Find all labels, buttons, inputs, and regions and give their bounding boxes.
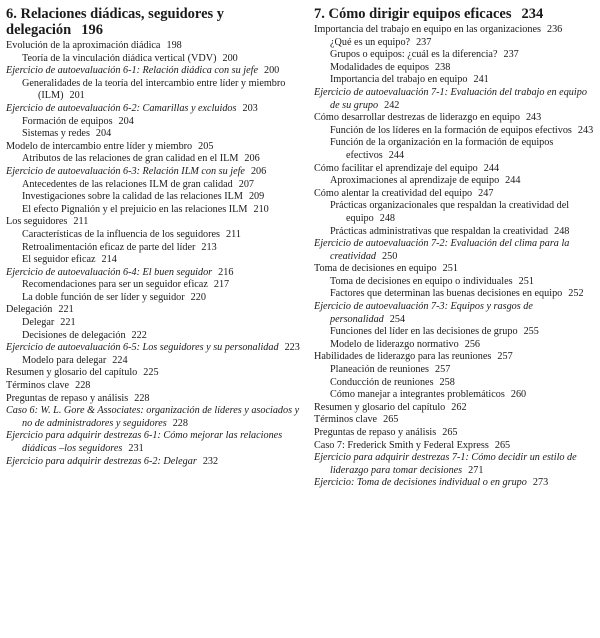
- toc-entry-page: 248: [379, 212, 396, 224]
- toc-entry: [330, 125, 596, 138]
- toc-entry: [314, 402, 596, 415]
- toc-entry-page: 271: [468, 464, 484, 476]
- toc-entry-page: 244: [388, 149, 405, 161]
- toc-entry: [6, 367, 302, 380]
- toc-entry: [330, 49, 596, 62]
- toc-entry-page: 203: [242, 102, 258, 114]
- toc-entry-text: Ejercicio de autoevaluación 6-5: Los seguidores y su personalidad: [6, 342, 279, 354]
- toc-entry: [330, 175, 596, 188]
- toc-entry: [6, 342, 302, 355]
- toc-entry: [22, 317, 302, 330]
- toc-entry-page: 257: [497, 351, 513, 363]
- toc-entry-page: 228: [75, 380, 91, 392]
- toc-entry-page: 217: [213, 279, 230, 291]
- toc-entry-text: Decisiones de delegación: [22, 329, 126, 341]
- toc-entry-page: 220: [190, 291, 206, 303]
- toc-entry-page: 256: [464, 338, 481, 350]
- toc-entry-text: Cómo facilitar el aprendizaje del equipo: [314, 162, 478, 174]
- toc-entry-text: El efecto Pignalión y el prejuicio en las relaciones ILM: [22, 203, 248, 215]
- toc-entry: [314, 87, 596, 112]
- toc-entry-text: Factores que determinan las buenas decisiones en equipo: [330, 288, 563, 300]
- chapter-heading: [6, 6, 302, 38]
- toc-entry-page: 221: [58, 304, 74, 316]
- toc-entry: [6, 141, 302, 154]
- toc-entry-page: 238: [435, 61, 451, 73]
- toc-entry-text: Función de los líderes en la formación de equipos efectivos: [330, 124, 572, 136]
- toc-entry-page: 204: [118, 115, 134, 127]
- toc-entry-text: Funciones del líder en las decisiones de grupo: [330, 326, 518, 338]
- toc-entry: [314, 351, 596, 364]
- toc-entry: [22, 153, 302, 166]
- toc-entry-list: [6, 40, 302, 468]
- toc-entry-text: Cómo alentar la creatividad del equipo: [314, 187, 473, 199]
- toc-entry: [330, 226, 596, 239]
- toc-entry-page: 211: [226, 228, 241, 240]
- toc-entry-text: Ejercicio para adquirir destrezas 6-1: Cómo mejorar las relaciones diádicas –los seguidores: [6, 430, 283, 454]
- toc-entry-page: 250: [382, 250, 398, 262]
- toc-entry-text: ¿Qué es un equipo?: [330, 36, 411, 48]
- toc-entry-text: Conducción de reuniones: [330, 376, 434, 388]
- toc-entry-page: 252: [568, 288, 584, 300]
- toc-entry-page: 255: [523, 326, 539, 338]
- toc-entry-text: Términos clave: [6, 380, 70, 392]
- toc-entry-text: Modelo para delegar: [22, 354, 107, 366]
- toc-entry-page: 247: [478, 187, 494, 199]
- toc-entry: [22, 204, 302, 217]
- toc-entry-page: 213: [201, 241, 217, 253]
- toc-entry-text: Formación de equipos: [22, 115, 113, 127]
- toc-entry: [330, 62, 596, 75]
- toc-entry-text: Cómo desarrollar destrezas de liderazgo en equipo: [314, 112, 520, 124]
- toc-entry: [6, 456, 302, 469]
- toc-entry-text: Preguntas de repaso y análisis: [314, 427, 437, 438]
- toc-entry-text: Ejercicio: Toma de decisiones individual o en grupo: [314, 477, 527, 489]
- toc-entry: [330, 326, 596, 339]
- toc-entry: [330, 200, 596, 225]
- toc-entry: [6, 380, 302, 393]
- toc-entry-text: Prácticas organizacionales que respaldan la creatividad del equipo: [330, 200, 570, 224]
- toc-entry-text: Atributos de las relaciones de gran calidad en el ILM: [22, 153, 239, 165]
- toc-entry-page: 241: [473, 74, 489, 86]
- toc-entry-page: 225: [143, 367, 159, 379]
- toc-entry-text: Caso 7: Frederick Smith y Federal Express: [314, 439, 489, 451]
- toc-entry-page: 224: [112, 354, 128, 366]
- toc-entry: [330, 288, 596, 301]
- toc-entry-text: Modelo de liderazgo normativo: [330, 338, 459, 350]
- toc-entry-page: 211: [73, 216, 89, 228]
- toc-column-chapter-6: [6, 6, 302, 468]
- toc-entry-text: Sistemas y redes: [22, 128, 90, 140]
- toc-entry-page: 243: [577, 124, 594, 136]
- toc-entry-page: 205: [198, 140, 214, 152]
- toc-entry: [314, 263, 596, 276]
- toc-entry-page: 248: [554, 225, 570, 237]
- toc-entry-page: 265: [383, 414, 399, 426]
- toc-entry-text: La doble función de ser líder y seguidor: [22, 291, 185, 303]
- toc-entry-page: 242: [384, 99, 400, 111]
- toc-entry-text: Prácticas administrativas que respaldan la creatividad: [330, 225, 549, 237]
- toc-entry: [314, 301, 596, 326]
- toc-entry-text: Ejercicio de autoevaluación 6-2: Camarillas y excluidos: [6, 102, 237, 114]
- toc-entry: [22, 292, 302, 305]
- toc-entry-page: 228: [172, 417, 188, 429]
- toc-entry-text: Características de la influencia de los seguidores: [22, 228, 221, 240]
- toc-entry-text: Importancia del trabajo en equipo: [330, 74, 468, 86]
- toc-entry-page: 244: [505, 175, 521, 187]
- toc-entry-text: Resumen y glosario del capítulo: [6, 367, 138, 379]
- toc-entry-page: 210: [253, 203, 269, 215]
- toc-entry-page: 254: [389, 313, 406, 325]
- toc-entry-text: Toma de decisiones en equipo o individuales: [330, 275, 513, 287]
- toc-entry-page: 223: [284, 342, 300, 354]
- toc-entry-text: Planeación de reuniones: [330, 364, 430, 376]
- chapter-page-number: 196: [81, 22, 103, 38]
- toc-entry-page: 206: [250, 165, 267, 177]
- toc-entry: [6, 405, 302, 430]
- toc-entry-page: 198: [166, 40, 182, 51]
- toc-entry-page: 251: [442, 263, 458, 275]
- toc-entry-text: Ejercicio para adquirir destrezas 7-1: Cómo decidir un estilo de liderazgo para tomar decisiones: [314, 452, 577, 476]
- toc-entry-page: 260: [510, 389, 527, 401]
- toc-entry-text: Retroalimentación eficaz de parte del líder: [22, 241, 196, 253]
- toc-entry-text: Teoría de la vinculación diádica vertical (VDV): [22, 52, 217, 64]
- toc-entry: [330, 74, 596, 87]
- toc-entry-page: 222: [131, 329, 147, 341]
- toc-entry-page: 206: [244, 153, 260, 165]
- toc-entry-text: Función de la organización en la formación de equipos efectivos: [330, 137, 554, 161]
- toc-entry: [22, 128, 302, 141]
- toc-entry: [6, 166, 302, 179]
- toc-entry: [22, 279, 302, 292]
- toc-entry-text: Toma de decisiones en equipo: [314, 263, 437, 275]
- toc-entry-text: Investigaciones sobre la calidad de las relaciones ILM: [22, 191, 243, 203]
- toc-entry-list: [314, 24, 596, 490]
- toc-entry: [330, 364, 596, 377]
- chapter-title: 7. Cómo dirigir equipos eficaces: [314, 6, 512, 22]
- toc-entry-page: 231: [128, 443, 144, 454]
- toc-entry-text: Modelo de intercambio entre líder y miembro: [6, 140, 193, 152]
- toc-entry-page: 236: [546, 24, 563, 35]
- toc-entry: [22, 254, 302, 267]
- toc-entry: [314, 427, 596, 440]
- toc-entry-page: 265: [442, 427, 458, 438]
- toc-entry-text: Términos clave: [314, 414, 378, 426]
- toc-entry-text: Habilidades de liderazgo para las reuniones: [314, 351, 492, 363]
- chapter-page-number: 234: [521, 6, 544, 22]
- toc-entry-text: Ejercicio de autoevaluación 6-4: El buen seguidor: [6, 266, 213, 278]
- toc-entry-page: 273: [532, 477, 549, 489]
- toc-entry-page: 232: [202, 455, 219, 467]
- toc-entry: [314, 440, 596, 453]
- toc-entry-page: 200: [222, 52, 238, 64]
- toc-entry: [22, 355, 302, 368]
- toc-entry: [22, 191, 302, 204]
- toc-entry-page: 200: [263, 65, 280, 77]
- toc-entry-text: Grupos o equipos: ¿cuál es la diferencia?: [330, 49, 498, 61]
- toc-entry: [330, 339, 596, 352]
- toc-entry-page: 244: [483, 162, 500, 174]
- chapter-heading: [314, 6, 596, 22]
- toc-entry-page: 201: [69, 90, 85, 102]
- toc-entry: [22, 116, 302, 129]
- toc-entry-page: 204: [95, 128, 112, 140]
- toc-entry-page: 243: [525, 112, 542, 124]
- toc-entry: [330, 37, 596, 50]
- toc-entry: [22, 179, 302, 192]
- toc-entry: [6, 267, 302, 280]
- toc-entry: [330, 137, 596, 162]
- toc-entry: [22, 330, 302, 343]
- toc-entry: [6, 65, 302, 78]
- toc-entry-text: Ejercicio de autoevaluación 7-3: Equipos y rasgos de personalidad: [314, 301, 533, 325]
- toc-entry: [6, 40, 302, 53]
- toc-entry-page: 265: [494, 439, 511, 451]
- toc-entry: [330, 389, 596, 402]
- toc-entry-page: 262: [451, 401, 467, 413]
- toc-entry-page: 257: [435, 364, 451, 376]
- toc-entry: [314, 24, 596, 37]
- toc-entry: [6, 430, 302, 455]
- toc-entry: [314, 477, 596, 490]
- toc-entry-text: Ejercicio de autoevaluación 6-3: Relación ILM con su jefe: [6, 165, 245, 177]
- toc-entry: [314, 452, 596, 477]
- toc-entry: [6, 103, 302, 116]
- toc-entry-text: Generalidades de la teoría del intercambio entre líder y miembro (ILM): [22, 77, 286, 102]
- chapter-title: 6. Relaciones diádicas, seguidores y delegación: [6, 6, 225, 38]
- toc-entry-page: 221: [60, 317, 76, 329]
- toc-entry: [314, 112, 596, 125]
- toc-entry-page: 216: [218, 266, 234, 278]
- toc-entry: [22, 229, 302, 242]
- toc-entry-text: El seguidor eficaz: [22, 254, 96, 266]
- toc-entry: [6, 393, 302, 406]
- toc-entry-text: Caso 6: W. L. Gore & Associates: organización de líderes y asociados y no de administradores y seguidores: [6, 405, 300, 429]
- toc-entry-page: 237: [416, 36, 432, 48]
- toc-entry: [314, 188, 596, 201]
- toc-entry-page: 258: [439, 376, 455, 388]
- toc-entry-text: Importancia del trabajo en equipo en las organizaciones: [314, 24, 541, 35]
- toc-entry-page: 237: [503, 49, 519, 61]
- toc-entry: [314, 163, 596, 176]
- toc-entry: [314, 238, 596, 263]
- toc-entry-text: Ejercicio de autoevaluación 7-2: Evaluación del clima para la creatividad: [314, 238, 570, 262]
- toc-entry: [22, 78, 302, 103]
- toc-entry-text: Evolución de la aproximación diádica: [6, 40, 161, 51]
- toc-entry-text: Preguntas de repaso y análisis: [6, 392, 129, 404]
- toc-entry: [22, 53, 302, 66]
- toc-entry-text: Aproximaciones al aprendizaje de equipo: [330, 175, 500, 187]
- toc-entry: [330, 377, 596, 390]
- toc-entry-text: Ejercicio para adquirir destrezas 6-2: Delegar: [6, 455, 197, 467]
- toc-entry-page: 251: [518, 275, 534, 287]
- toc-entry-page: 214: [101, 254, 117, 266]
- toc-entry-text: Modalidades de equipos: [330, 61, 430, 73]
- toc-entry-text: Delegar: [22, 317, 55, 329]
- toc-entry-text: Ejercicio de autoevaluación 7-1: Evaluación del trabajo en equipo de su grupo: [314, 86, 587, 111]
- toc-column-chapter-7: [314, 6, 596, 490]
- toc-entry-text: Recomendaciones para ser un seguidor eficaz: [22, 279, 208, 291]
- toc-entry: [22, 242, 302, 255]
- toc-entry: [6, 304, 302, 317]
- toc-entry-page: 228: [134, 392, 150, 404]
- toc-entry-text: Cómo manejar a integrantes problemáticos: [330, 389, 505, 401]
- toc-entry: [6, 216, 302, 229]
- toc-entry-text: Antecedentes de las relaciones ILM de gran calidad: [22, 178, 233, 190]
- toc-entry-page: 209: [248, 191, 265, 203]
- toc-entry-text: Los seguidores: [6, 216, 68, 228]
- toc-entry: [314, 414, 596, 427]
- toc-entry-text: Ejercicio de autoevaluación 6-1: Relación diádica con su jefe: [6, 65, 258, 77]
- toc-entry-page: 207: [238, 178, 255, 190]
- toc-entry-text: Delegación: [6, 304, 53, 316]
- toc-entry-text: Resumen y glosario del capítulo: [314, 401, 446, 413]
- toc-entry: [330, 276, 596, 289]
